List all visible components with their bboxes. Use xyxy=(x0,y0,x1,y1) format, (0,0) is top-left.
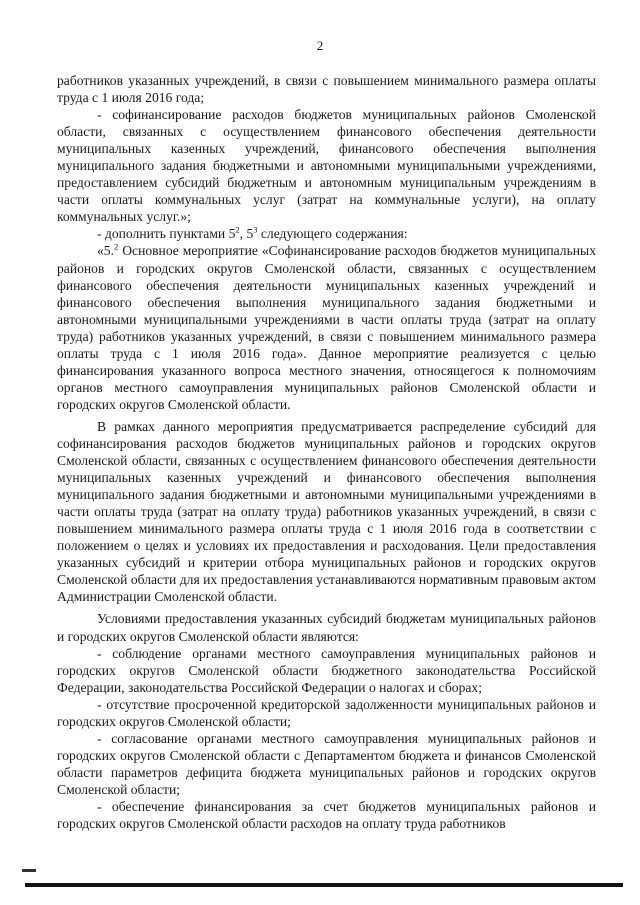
list-item-financing: - обеспечение финансирования за счет бюджетов муниципальных районов и городских округов Смоленской области расходов на оплату труда работников xyxy=(57,798,596,832)
document-body xyxy=(57,72,596,832)
scan-artifact-speck xyxy=(22,869,36,872)
list-item-no-overdue-debt: - отсутствие просроченной кредиторской задолженности муниципальных районов и городских округов Смоленской области; xyxy=(57,696,596,729)
paragraph-main-measure: «5.$^2$ Основное мероприятие «Софинансирование расходов бюджетов муниципальных районов и городских округов Смоленской области, связанных с осуществлением финансового обеспечения деятельности муниципальных казенных учреждений и финансового обеспечения выполнения муниципального задания бюджетными и автономными муниципальными учреждениями в части оплаты труда (затрат на оплату труда) работников указанных учреждений, в связи с повышением минимального размера оплаты труда с 1 июля 2016 года». Данное мероприятие реализуется с целью финансирования указанного вопроса местного значения, относящегося к полномочиям органов местного самоуправления муниципальных районов Смоленской области и городских округов Смоленской области. xyxy=(57,241,596,412)
list-item-compliance: - соблюдение органами местного самоуправления муниципальных районов и городских округов Смоленской области бюджетного законодательства Российской Федерации, законодательства Российской Федерации о налогах и сборах; xyxy=(57,645,596,695)
list-item-deficit-agreement: - согласование органами местного самоуправления муниципальных районов и городских округов Смоленской области с Департаментом бюджета и финансов Смоленской области параметров дефицита бюджета муниципальных районов и городских округов Смоленской области; xyxy=(57,730,596,797)
paragraph-add-clauses: - дополнить пунктами $5^2$, $5^3$ следующего содержания: xyxy=(97,224,408,242)
paragraph-cofinancing-districts: - софинансирование расходов бюджетов муниципальных районов Смоленской области, связанных с осуществлением финансового обеспечения деятельности муниципальных казенных учреждений, финансового обеспечения выполнения муниципального задания бюджетными и автономными муниципальными учреждениями, предоставлением субсидий бюджетным и автономным муниципальным учреждениям в части оплаты коммунальных услуг (затрат на коммунальные услуги), на оплату коммунальных услуг.»; xyxy=(57,107,596,225)
paragraph-conditions-intro: Условиями предоставления указанных субсидий бюджетам муниципальных районов и городских округов Смоленской области являются: xyxy=(57,611,596,644)
paragraph-continuation: работников указанных учреждений, в связи с повышением минимального размера оплаты труда с 1 июля 2016 года; xyxy=(57,73,596,106)
paragraph-subsidy-distribution: В рамках данного мероприятия предусматривается распределение субсидий для софинансирования расходов бюджетов муниципальных районов и городских округов Смоленской области, связанных с осуществлением финансового обеспечения деятельности муниципальных казенных учреждений и финансового обеспечения выполнения муниципального задания бюджетными и автономными муниципальными учреждениями в части оплаты труда (затрат на оплату труда) работников указанных учреждений, в связи с повышением минимального размера оплаты труда с 1 июля 2016 года в соответствии с положением о целях и условиях их предоставления и расходования. Цели предоставления указанных субсидий и критерии отбора муниципальных районов и городских округов Смоленской области для их предоставления устанавливаются нормативным правовым актом Администрации Смоленской области. xyxy=(57,418,596,605)
scan-artifact-bar xyxy=(25,883,623,887)
page-number: 2 xyxy=(316,38,324,53)
